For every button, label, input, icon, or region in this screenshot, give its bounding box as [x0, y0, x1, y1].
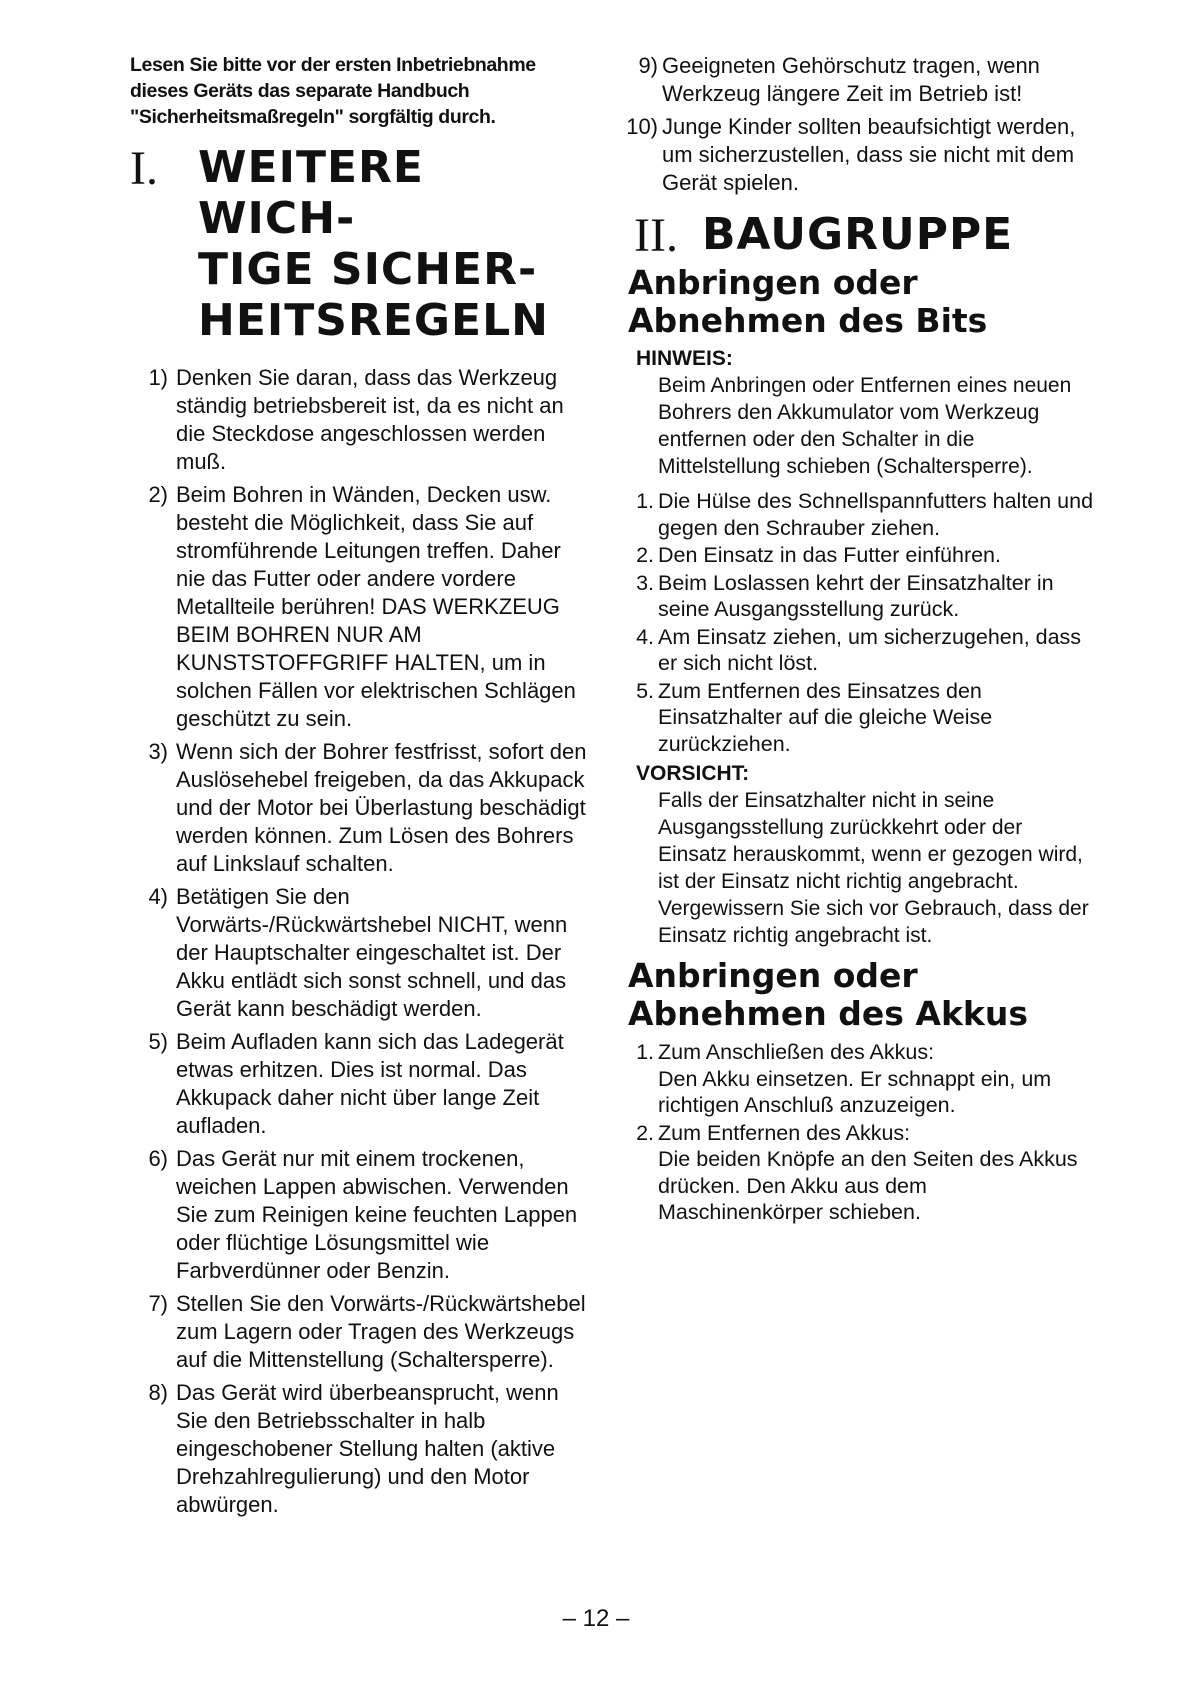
rule-number: 7)	[148, 1291, 168, 1316]
section-akku-heading: Anbringen oder Abnehmen des Akkus	[628, 956, 1028, 1033]
chapter-1-heading	[130, 142, 590, 346]
rule-number: 4)	[148, 884, 168, 909]
rule-number: 10)	[626, 114, 658, 139]
step-number: 2.	[636, 1120, 654, 1145]
step-text: Die Hülse des Schnellspannfutters halten und gegen den Schrauber ziehen.	[658, 489, 1094, 540]
step-text: Am Einsatz ziehen, um sicherzugehen, dass er sich nicht löst.	[658, 624, 1082, 675]
step-number: 2.	[636, 543, 654, 567]
rule-text: Geeigneten Gehörschutz tragen, wenn Werkzeug längere Zeit im Betrieb ist!	[662, 53, 1040, 106]
rule-number: 8)	[148, 1380, 168, 1405]
rule-number: 5)	[148, 1029, 168, 1054]
hinweis-text: Beim Anbringen oder Entfernen eines neuen Bohrers den Akkumulator vom Werkzeug entfernen oder den Schalter in die Mittelstellung schieben (Schaltersperre).	[658, 374, 1072, 478]
chapter-1-title-line: WEITERE WICH-	[198, 142, 424, 244]
rule-text: Das Gerät wird überbeansprucht, wenn Sie den Betriebsschalter in halb eingeschobener Stellung halten (aktive Drehzahlregulierung) und den Motor abwürgen.	[176, 1380, 559, 1517]
step-number: 5.	[636, 678, 654, 703]
safety-rules-list-continued	[626, 52, 1096, 197]
step-text: Die beiden Knöpfe an den Seiten des Akkus drücken. Den Akku aus dem Maschinenkörper schieben.	[658, 1147, 1078, 1224]
step-text: Den Einsatz in das Futter einführen.	[658, 543, 1001, 567]
vorsicht-label: VORSICHT:	[636, 762, 750, 785]
rule-text: Beim Bohren in Wänden, Decken usw. besteht die Möglichkeit, dass Sie auf stromführende Leitungen treffen. Daher nie das Futter oder andere vordere Metallteile berühren! DAS WERKZEUG BEIM BOHREN NUR AM KUNSTSTOFFGRIFF HALTEN, um in solchen Fällen vor elektrischen Schlägen geschützt zu sein.	[176, 482, 576, 731]
rule-text: Stellen Sie den Vorwärts-/Rückwärtshebel zum Lagern oder Tragen des Werkzeugs auf die Mittenstellung (Schaltersperre).	[176, 1291, 586, 1372]
rule-text: Beim Aufladen kann sich das Ladegerät etwas erhitzen. Dies ist normal. Das Akkupack daher nicht über lange Zeit aufladen.	[176, 1029, 564, 1138]
step-heading: Zum Entfernen des Akkus:	[658, 1120, 911, 1145]
rule-number: 2)	[148, 482, 168, 507]
safety-rule	[130, 1028, 590, 1140]
rule-text: Betätigen Sie den Vorwärts-/Rückwärtshebel NICHT, wenn der Hauptschalter eingeschaltet ist. Der Akku entlädt sich sonst schnell, und das Gerät kann beschädigt werden.	[176, 884, 568, 1021]
bit-steps-list	[634, 488, 1096, 757]
rule-text: Denken Sie daran, dass das Werkzeug ständig betriebsbereit ist, da es nicht an die Steckdose angeschlossen werden muß.	[176, 365, 564, 474]
safety-rule	[634, 52, 1096, 108]
rule-text: Wenn sich der Bohrer festfrisst, sofort den Auslösehebel freigeben, da das Akkupack und der Motor bei Überlastung beschädigt werden können. Zum Lösen des Bohrers auf Linkslauf schalten.	[176, 739, 587, 876]
safety-rule	[130, 1290, 590, 1374]
chapter-2-title: BAUGRUPPE	[702, 209, 1014, 260]
rule-number: 9)	[638, 53, 658, 78]
section-bit-heading: Anbringen oder Abnehmen des Bits	[628, 263, 988, 340]
safety-rule	[626, 113, 1096, 197]
step-text: Den Akku einsetzen. Er schnappt ein, um richtigen Anschluß anzuzeigen.	[658, 1066, 1052, 1117]
step-number: 4.	[636, 624, 654, 649]
step-item	[634, 570, 1096, 623]
safety-rule	[130, 738, 590, 878]
step-heading: Zum Anschließen des Akkus:	[658, 1040, 935, 1064]
step-item	[634, 678, 1096, 758]
rule-text: Junge Kinder sollten beaufsichtigt werden, um sicherzustellen, dass sie nicht mit dem Gerät spielen.	[662, 114, 1076, 195]
vorsicht-text: Falls der Einsatzhalter nicht in seine Ausgangsstellung zurückkehrt oder der Einsatz herauskommt, wenn er gezogen wird, ist der Einsatz nicht richtig angebracht. Vergewissern Sie sich vor Gebrauch, dass der Einsatz richtig angebracht ist.	[658, 789, 1089, 947]
rule-number: 3)	[148, 739, 168, 764]
step-item	[634, 624, 1096, 677]
right-column	[626, 52, 1096, 1227]
safety-rule	[130, 1145, 590, 1285]
akku-steps-list	[634, 1039, 1096, 1226]
safety-rule	[130, 1379, 590, 1519]
safety-rules-list	[130, 364, 590, 1519]
step-number: 3.	[636, 570, 654, 595]
chapter-2-heading	[634, 209, 1096, 260]
step-item	[634, 1120, 1096, 1226]
rule-number: 1)	[148, 365, 168, 390]
chapter-1-title-line: HEITSREGELN	[198, 295, 549, 346]
step-item	[634, 542, 1096, 569]
page-number: – 12 –	[562, 1605, 630, 1632]
step-item	[634, 1039, 1096, 1119]
safety-rule	[130, 481, 590, 733]
step-text: Beim Loslassen kehrt der Einsatzhalter in seine Ausgangsstellung zurück.	[658, 570, 1054, 621]
left-column	[130, 52, 590, 1524]
intro-notice: Lesen Sie bitte vor der ersten Inbetriebnahme dieses Geräts das separate Handbuch "Sicherheitsmaßregeln" sorgfältig durch.	[130, 54, 536, 128]
step-item	[634, 488, 1096, 541]
safety-rule	[130, 364, 590, 476]
rule-text: Das Gerät nur mit einem trockenen, weichen Lappen abwischen. Verwenden Sie zum Reinigen keine feuchten Lappen oder flüchtige Lösungsmittel wie Farbverdünner oder Benzin.	[176, 1146, 578, 1283]
hinweis-label: HINWEIS:	[636, 347, 733, 370]
safety-rule	[130, 883, 590, 1023]
step-text: Zum Entfernen des Einsatzes den Einsatzhalter auf die gleiche Weise zurückziehen.	[658, 678, 993, 756]
chapter-1-title-line: TIGE SICHER-	[198, 244, 538, 295]
rule-number: 6)	[148, 1146, 168, 1171]
chapter-1-numeral: I.	[130, 142, 158, 195]
step-number: 1.	[636, 1040, 654, 1064]
step-number: 1.	[636, 489, 654, 513]
chapter-2-numeral: II.	[634, 209, 678, 262]
